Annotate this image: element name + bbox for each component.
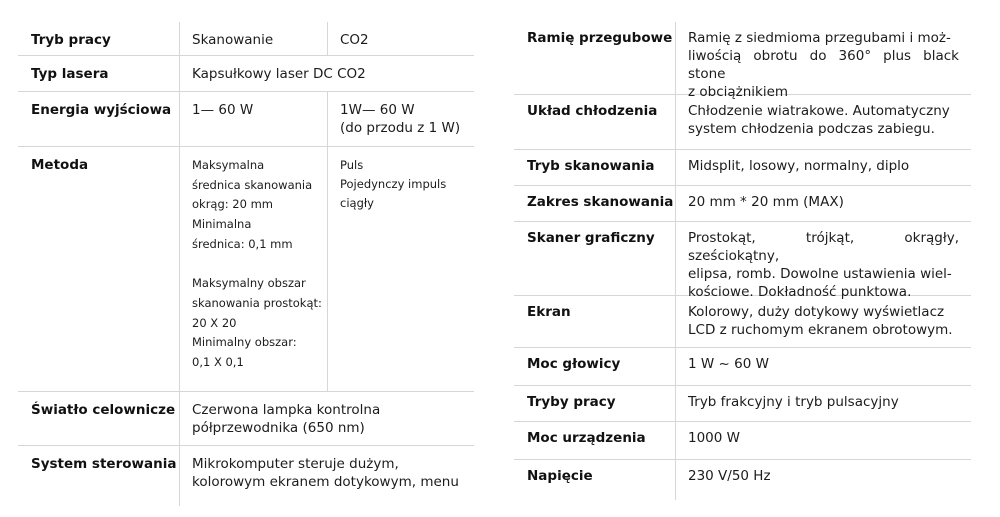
value-line: Kolorowy, duży dotykowy wyświetlacz (688, 304, 945, 320)
value-line: średnica skanowania (192, 177, 313, 192)
row-value: Kapsułkowy laser DC CO2 (179, 56, 474, 91)
value-line: Czerwona lampka kontrolna (192, 402, 381, 418)
row-label: Ramię przegubowe (527, 30, 673, 46)
row-label: Skaner graficzny (527, 230, 655, 246)
value-line: kościowe. Dokładność punktowa. (688, 284, 912, 300)
value-line: 20 mm * 20 mm (MAX) (688, 194, 844, 210)
row-label: Metoda (31, 157, 89, 173)
value-line: Maksymalna (192, 158, 265, 172)
value-line: Tryb frakcyjny i tryb pulsacyjny (688, 394, 899, 410)
value-line: skanowania prostokąt: (192, 295, 322, 310)
value-line: Chłodzenie wiatrakowe. Automatyczny (688, 103, 950, 119)
row-value (327, 147, 474, 391)
value-line: system chłodzenia podczas zabiegu. (688, 121, 935, 137)
value-line: 1 W ~ 60 W (688, 356, 769, 372)
row-zakres-skanowania (514, 186, 971, 222)
row-tryb-skanowania (514, 150, 971, 186)
row-value (675, 386, 971, 421)
value-line: 1000 W (688, 430, 740, 446)
row-value: Skanowanie (179, 22, 327, 55)
value-line: 230 V/50 Hz (688, 468, 771, 484)
row-tryby-pracy (514, 386, 971, 422)
row-energia (18, 92, 474, 147)
row-label: Moc głowicy (527, 356, 621, 372)
value-line: Pojedynczy impuls (340, 177, 447, 191)
row-value (327, 92, 474, 146)
row-value (675, 222, 971, 300)
row-tryb-pracy (18, 22, 474, 56)
row-label: Tryb skanowania (527, 158, 655, 174)
value-line: półprzewodnika (650 nm) (192, 420, 365, 436)
value-line: Minimalna (192, 217, 252, 232)
row-moc-urzadzenia (514, 422, 971, 460)
row-label: System sterowania (31, 456, 177, 472)
row-label: Napięcie (527, 468, 593, 484)
row-value (675, 95, 971, 149)
value-line: liwością obrotu do 360° plus black stone (688, 48, 959, 82)
value-line: Mikrokomputer steruje dużym, (192, 456, 399, 472)
row-label: Moc urządzenia (527, 430, 646, 446)
value-line: LCD z ruchomym ekranem obrotowym. (688, 322, 953, 338)
row-label: Typ lasera (31, 66, 109, 82)
value-line: kolorowym ekranem dotykowym, menu (192, 474, 459, 490)
value-line: 0,1 X 0,1 (192, 355, 244, 370)
row-system-sterowania (18, 446, 474, 506)
row-metoda (18, 147, 474, 392)
value-line: Puls (340, 158, 364, 172)
row-value (675, 422, 971, 459)
left-spec-table (18, 22, 474, 506)
row-swiatlo-celownicze (18, 392, 474, 446)
row-value (179, 147, 327, 391)
row-value (675, 22, 971, 100)
row-label: Zakres skanowania (527, 194, 674, 210)
value-line: elipsa, romb. Dowolne ustawienia wiel- (688, 266, 952, 282)
row-skaner-graficzny (514, 222, 971, 300)
row-ramie-przegubowe (514, 22, 971, 100)
value-line: okrąg: 20 mm (192, 197, 273, 212)
row-uklad-chlodzenia (514, 95, 971, 150)
value-line: Maksymalny obszar (192, 276, 306, 291)
row-ekran (514, 296, 971, 348)
row-value (675, 186, 971, 221)
row-label: Ekran (527, 304, 571, 320)
row-value (179, 446, 474, 506)
value-line: średnica: 0,1 mm (192, 236, 293, 251)
row-label: Układ chłodzenia (527, 103, 658, 119)
value-line: Ramię z siedmioma przegubami i moż- (688, 30, 951, 46)
row-value (179, 392, 474, 445)
value-line: Prostokąt, trójkąt, okrągły, sześciokątny, (688, 230, 959, 264)
value-line: (do przodu z 1 W) (340, 120, 461, 136)
value-line: ciągły (340, 196, 374, 210)
row-value: CO2 (327, 22, 474, 55)
row-label: Tryb pracy (31, 32, 111, 48)
value-line: 20 X 20 (192, 315, 237, 330)
value-line: Midsplit, losowy, normalny, diplo (688, 158, 910, 174)
value-line (192, 255, 327, 275)
row-label: Tryby pracy (527, 394, 616, 410)
row-moc-glowicy (514, 348, 971, 386)
row-value (675, 296, 971, 347)
row-typ-lasera (18, 56, 474, 92)
row-value: 1— 60 W (179, 92, 327, 146)
row-napiecie (514, 460, 971, 500)
value-line: z obciążnikiem (688, 84, 789, 100)
row-label: Światło celownicze (31, 402, 176, 418)
row-value (675, 460, 971, 500)
value-line: 1W— 60 W (340, 102, 415, 118)
row-value (675, 348, 971, 385)
right-spec-table (514, 22, 971, 500)
row-value (675, 150, 971, 185)
value-line: Minimalny obszar: (192, 335, 297, 350)
row-label: Energia wyjściowa (31, 102, 172, 118)
